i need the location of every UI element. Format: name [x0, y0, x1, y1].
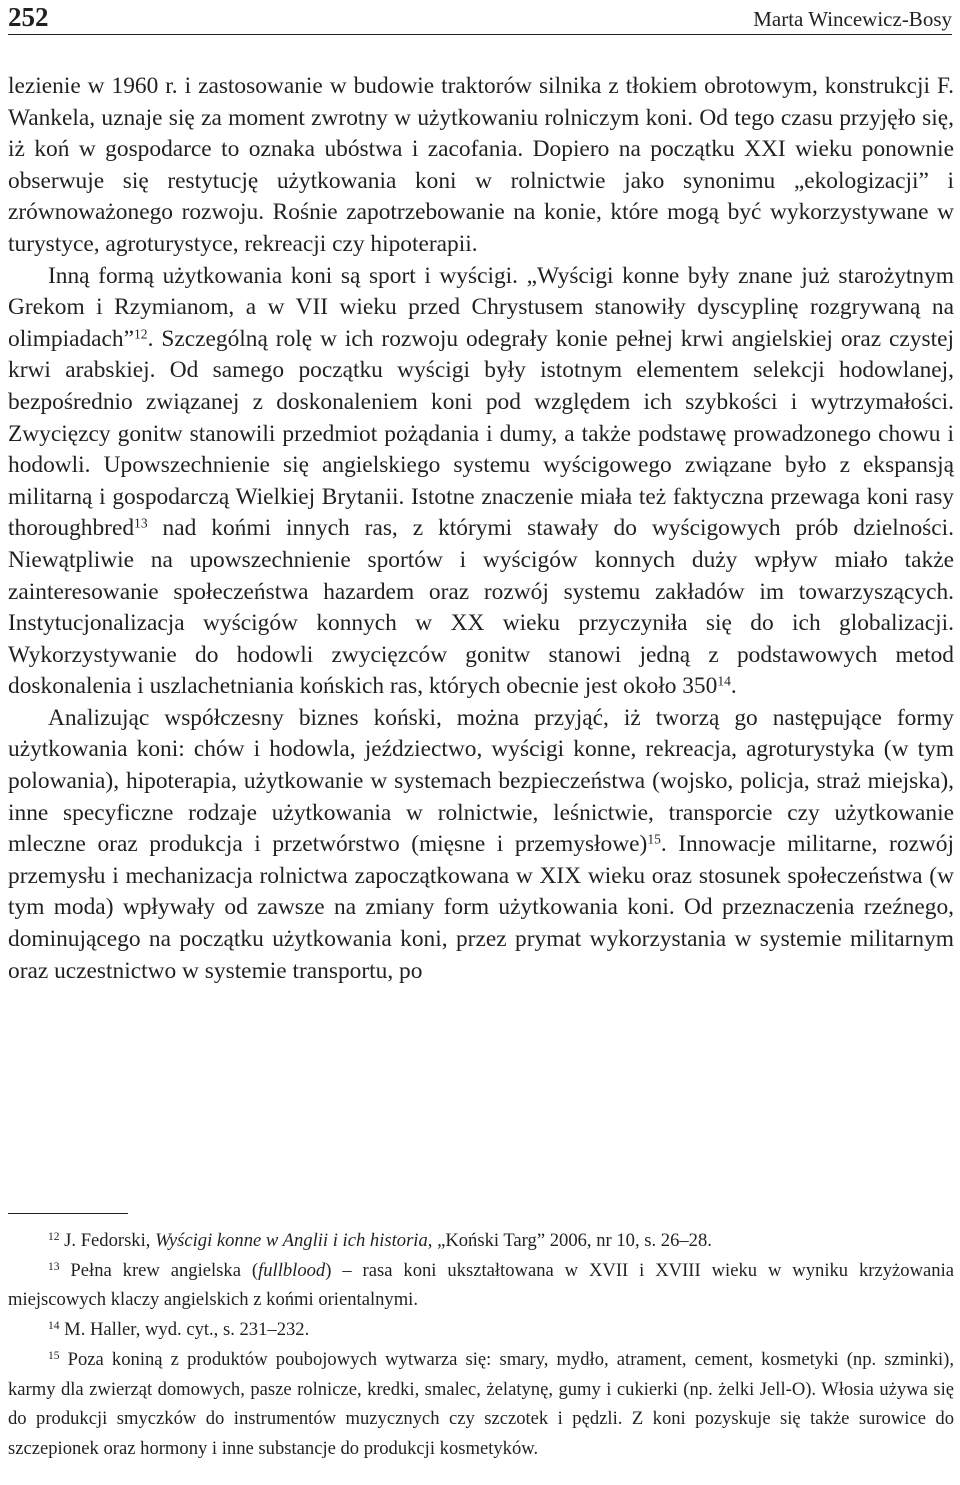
- footnote-ref: 15: [647, 831, 661, 847]
- paragraph: [8, 71, 954, 261]
- footnote-ref: 12: [134, 326, 148, 342]
- text-run: lezienie w 1960 r. i zastosowanie w budowie traktorów silnika z tłokiem obrotowym, konstrukcji F. Wankela, uznaje się za moment zwrotny w użytkowaniu rolniczym koni. Od tego czasu przyjęło się, iż koń w gospodarce to oznaka ubóstwa i zacofania. Dopiero na początku XXI wieku ponownie obserwuje się restytucję użytkowania koni w rolnictwie jako synonimu „ekologizacji” i zrównoważonego rozwoju. Rośnie zapotrzebowanie na konie, które mogą być wykorzystywane w turystyce, agroturystyce, rekreacji czy hipoterapii.: [8, 73, 954, 257]
- paragraph: [8, 703, 954, 987]
- text-run: .: [730, 673, 737, 700]
- text-run: . Szczególną rolę w ich rozwoju odegrały konie pełnej krwi angielskiej oraz czystej krwi arabskiej. Od samego początku wyścigi były istotnym elementem selekcji hodowlanej, bezpośrednio związanej z doskonaleniem koni pod względem ich szybkości i wytrzymałości. Zwycięzcy gonitw stanowili przedmiot pożądania i dumy, a także podstawę prowadzonego chowu i hodowli. Upowszechnienie się angielskiego systemu wyścigowego związane było z ekspansją militarną i gospodarczą Wielkiej Brytanii. Istotne znaczenie miała też faktyczna przewaga koni rasy thoroughbred: [8, 325, 954, 542]
- footnote-ref: 15: [48, 1350, 60, 1363]
- text-run: nad końmi innych ras, z którymi stawały do wyścigowych prób dzielności. Niewątpliwie na upowszechnienie sportów i wyścigów konnych duży wpływ miało także zainteresowanie społeczeństwa hazardem oraz rozwój systemu zakładów im towarzyszących. Instytucjonalizacja wyścigów konnych w XX wieku przyczyniła się do ich globalizacji. Wykorzystywanie do hodowli zwycięzców gonitw stanowi jedną z podstawowych metod doskonalenia i uszlachetniania końskich ras, których obecnie jest około 350: [8, 515, 954, 700]
- footnote-ref: 12: [48, 1231, 60, 1244]
- italic-text: Wyścigi konne w Anglii i ich historia: [155, 1230, 428, 1251]
- text-run: J. Fedorski,: [59, 1230, 156, 1251]
- text-run: . Innowacje militarne, rozwój przemysłu i mechanizacja rolnictwa zapoczątkowana w XIX wieku oraz stosunek społeczeństwa (w tym moda) wpływały od zawsze na zmiany form użytkowania koni. Od przeznaczenia rzeźnego, dominującego na początku użytkowania koni, przez prymat wykorzystania w systemie militarnym oraz uczestnictwo w systemie transportu, po: [8, 831, 954, 984]
- footnote-separator: [8, 1213, 128, 1214]
- footnote-ref: 13: [134, 515, 148, 531]
- text-run: Analizując współczesny biznes koński, można przyjąć, iż tworzą go następujące formy użytkowania koni: chów i hodowla, jeździectwo, wyścigi konne, rekreacja, agroturystyka (w tym polowania), hipoterapia, użytkowanie w systemach bezpieczeństwa (wojsko, policja, straż miejska), inne specyficzne rodzaje użytkowania w rolnictwie, leśnictwie, transporcie czy użytkowanie mleczne oraz produkcja i przetwórstwo (mięsne i przemysłowe): [8, 704, 954, 858]
- footnote-ref: 14: [48, 1320, 60, 1333]
- body-text: [8, 71, 954, 987]
- footnotes: [8, 1226, 954, 1464]
- text-run: Poza koniną z produktów poubojowych wytwarza się: smary, mydło, atrament, cement, kosmetyki (np. szminki), karmy dla zwierząt domowych, pasze rolnicze, kredki, smalec, żelatynę, gumy i cukierki (np. żelki Jell-O). Włosia używa się do produkcji smyczków do instrumentów muzycznych czy szczotek i pędzli. Z koni pozyskuje się także surowice do szczepionek oraz hormony i inne substancje do produkcji kosmetyków.: [8, 1348, 954, 1459]
- running-head-author: Marta Wincewicz-Bosy: [753, 7, 952, 31]
- footnote-ref: 14: [717, 673, 731, 689]
- page-number: 252: [8, 2, 49, 32]
- footnote: [8, 1256, 954, 1315]
- footnote: [8, 1226, 954, 1256]
- text-run: ) – rasa koni ukształtowana w XVII i XVIII wieku w wyniku krzyżowania miejscowych klaczy angielskich z końmi orientalnymi.: [8, 1259, 954, 1311]
- page-header: [8, 0, 952, 35]
- footnote: [8, 1315, 954, 1345]
- footnote: [8, 1345, 954, 1464]
- footnote-ref: 13: [48, 1260, 60, 1273]
- italic-text: fullblood: [258, 1259, 326, 1281]
- text-run: Pełna krew angielska (: [59, 1259, 259, 1281]
- paragraph: [8, 261, 954, 703]
- text-run: , „Koński Targ” 2006, nr 10, s. 26–28.: [427, 1230, 712, 1251]
- text-run: M. Haller, wyd. cyt., s. 231–232.: [59, 1319, 310, 1341]
- text-run: Inną formą użytkowania koni są sport i wyścigi. „Wyścigi konne były znane już starożytnym Grekom i Rzymianom, a w VII wieku przed Chrystusem stanowiły dyscyplinę rozgrywaną na olimpiadach”: [8, 262, 954, 352]
